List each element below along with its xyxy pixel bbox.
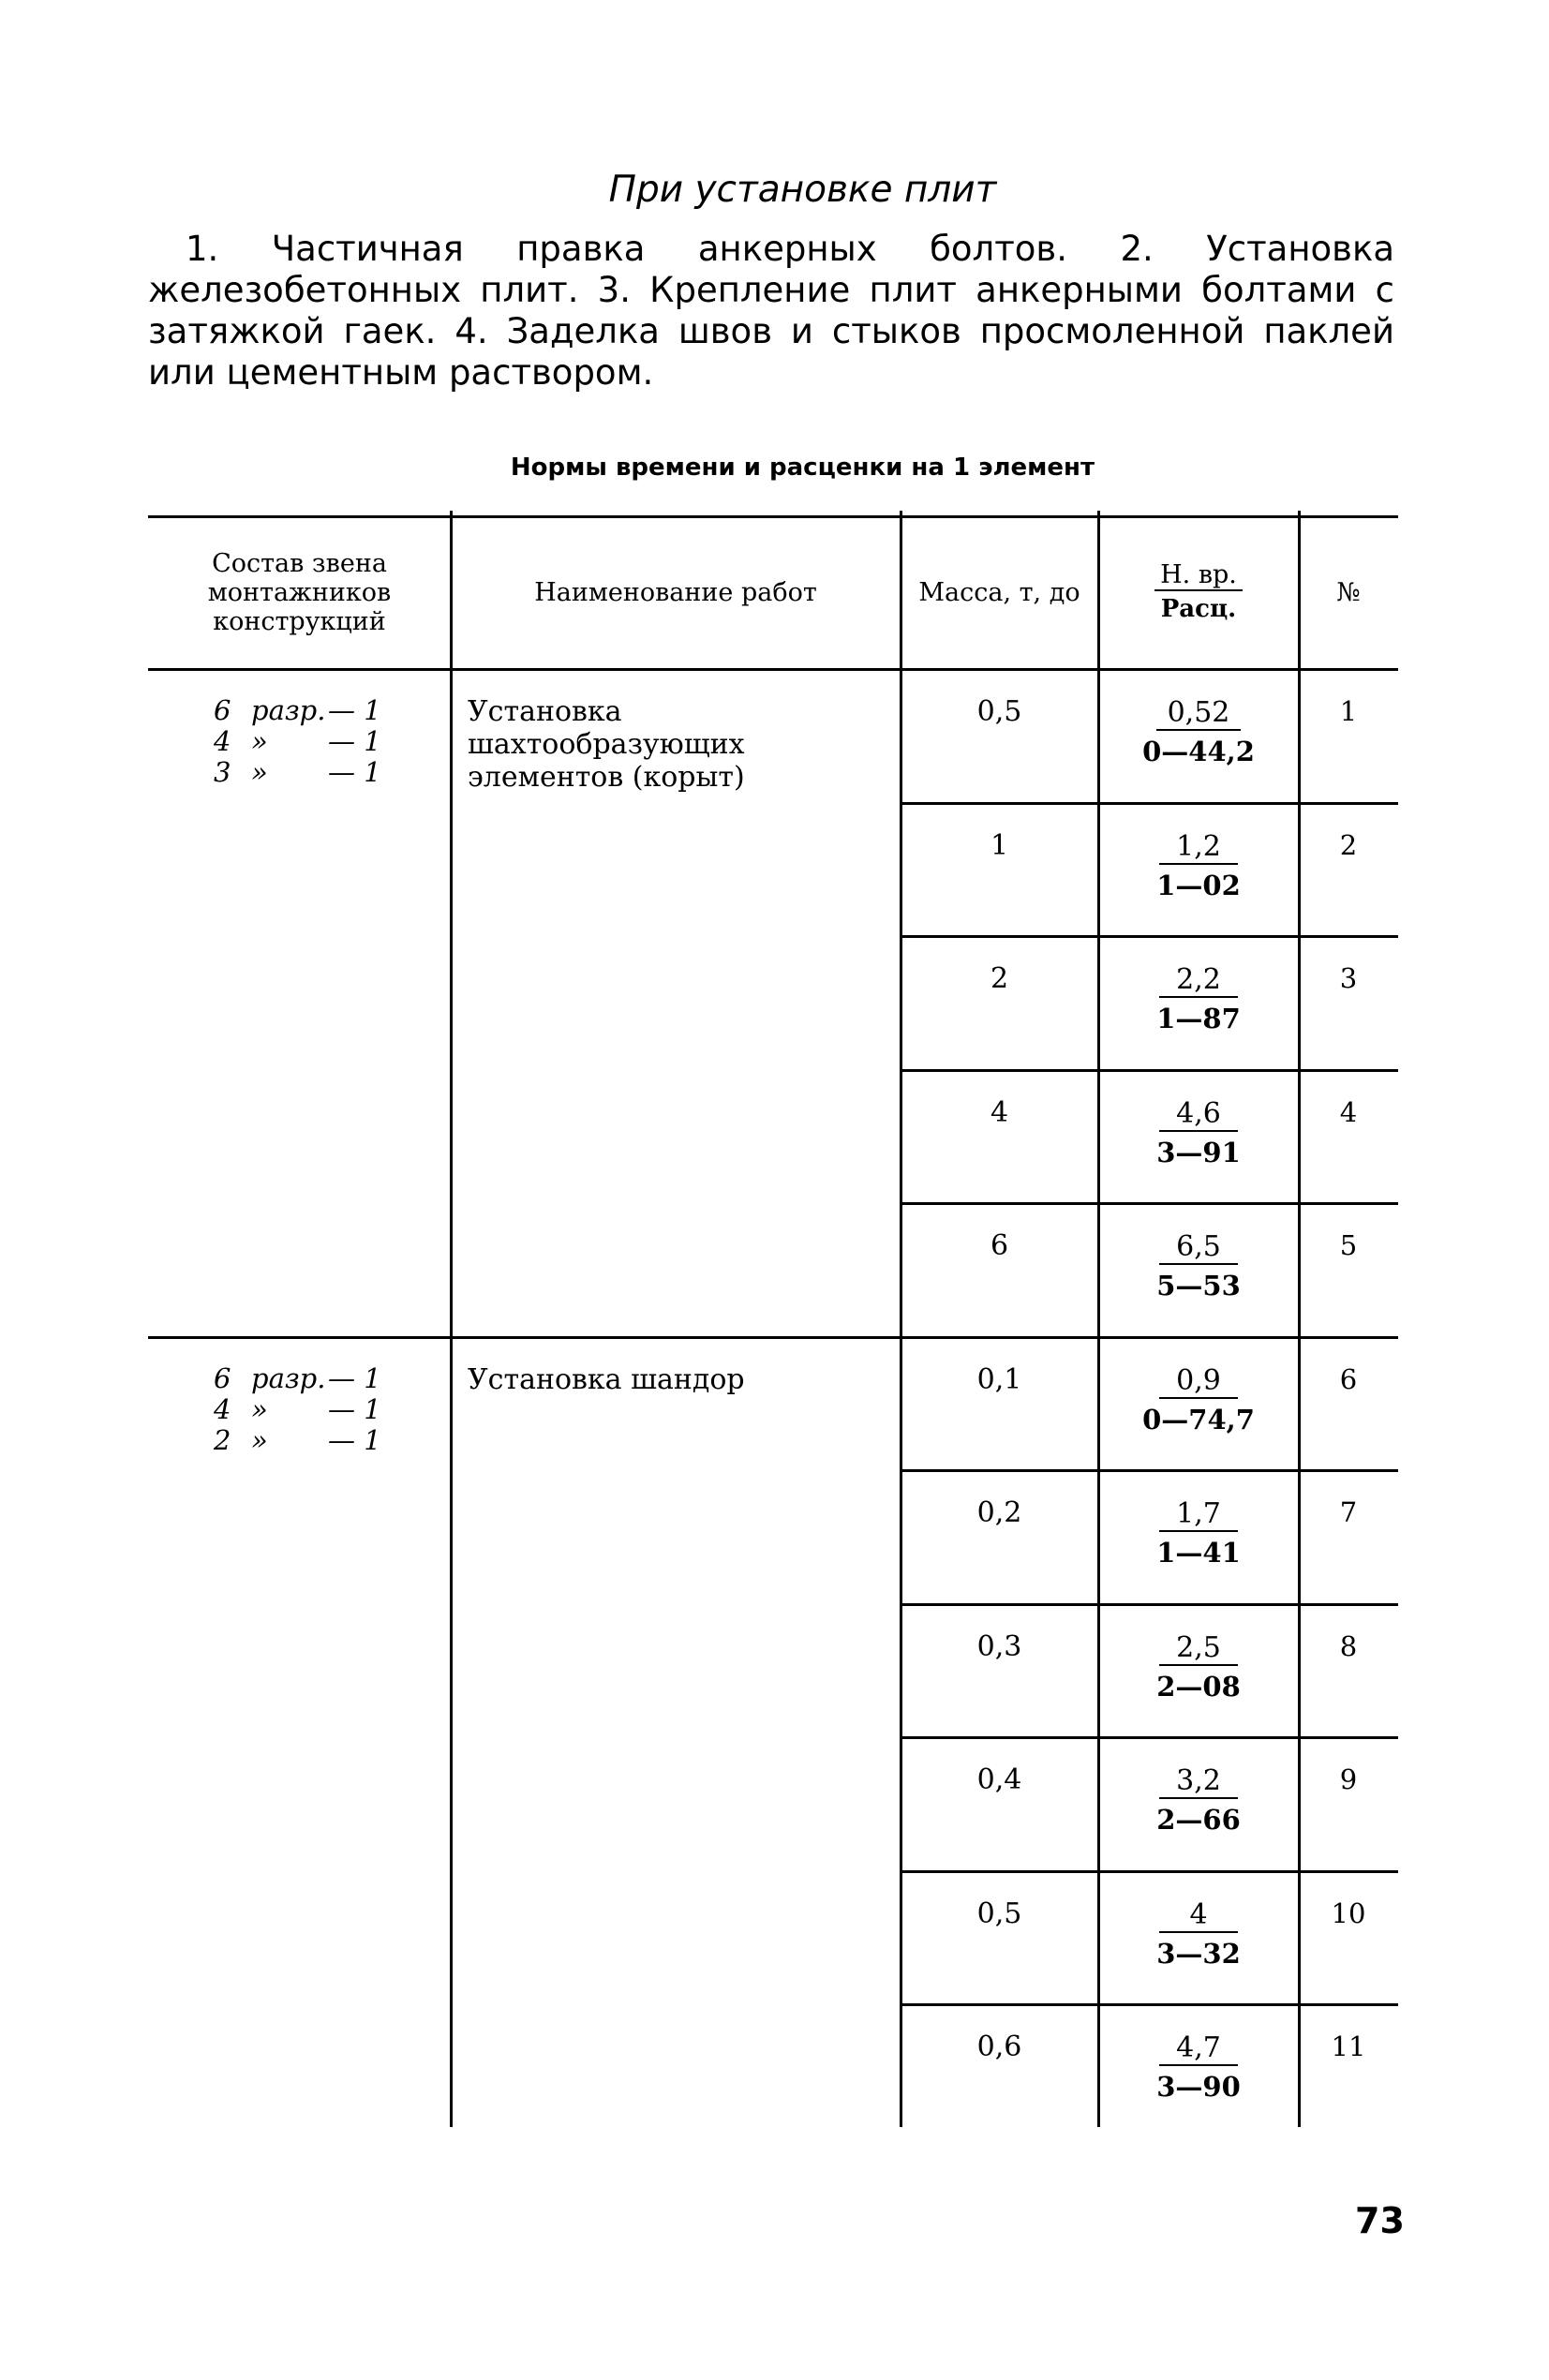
norm-rate-fraction	[1098, 1498, 1299, 1592]
row-number: 4	[1339, 1095, 1358, 1128]
crew-grade-label: разр.	[251, 1361, 326, 1394]
norm-time-value: 1,2	[1159, 831, 1238, 865]
crew-grade-label: »	[251, 725, 268, 757]
norm-time-value: 2,5	[1159, 1632, 1238, 1666]
row-separator-rule	[901, 1603, 1398, 1606]
row-separator-rule	[901, 1069, 1398, 1072]
rate-value: 3—91	[1156, 1136, 1241, 1168]
row-number: 1	[1339, 695, 1358, 727]
row-number: 10	[1331, 1897, 1366, 1929]
norm-rate-fraction	[1098, 1231, 1299, 1325]
crew-grade: 6	[214, 1361, 231, 1394]
crew-composition	[157, 695, 451, 1337]
header-norm-top: Н. вр.	[1154, 561, 1243, 591]
work-name: Установка шахтообразующих элементов (корыт)	[468, 695, 745, 794]
norm-rate-fraction	[1098, 831, 1299, 925]
norm-time-value: 1,7	[1159, 1498, 1238, 1532]
header-number	[1299, 516, 1398, 669]
header-norm-bottom: Расц.	[1160, 594, 1237, 623]
rate-value: 1—41	[1156, 1537, 1241, 1569]
row-number: 6	[1339, 1362, 1358, 1395]
crew-count: — 1	[328, 1361, 381, 1394]
crew-grade-label: »	[251, 756, 268, 788]
crew-grade-label: »	[251, 1423, 268, 1456]
mass-value: 6	[990, 1229, 1009, 1262]
crew-line	[214, 726, 451, 757]
rate-value: 3—90	[1156, 2071, 1241, 2103]
crew-line	[214, 1425, 451, 1456]
crew-grade: 6	[214, 694, 231, 726]
norm-rate-fraction	[1098, 2032, 1299, 2126]
intro-paragraph: 1. Частичная правка анкерных болтов. 2. Установка железобетонных плит. 3. Крепление плит анкерными болтами с затяжкой гаек. 4. Заделка швов и стыков просмоленной паклей или цементным раствором.	[148, 229, 1394, 393]
crew-grade: 2	[214, 1423, 231, 1456]
norm-time-value: 0,9	[1159, 1365, 1238, 1399]
row-number: 7	[1339, 1496, 1358, 1528]
column-rule-crew-work	[450, 511, 453, 2127]
norm-rate-fraction	[1098, 1632, 1299, 1726]
rate-value: 3—32	[1156, 1937, 1241, 1970]
header-mass	[901, 516, 1098, 669]
row-separator-rule	[901, 1870, 1398, 1873]
crew-count: — 1	[328, 756, 381, 788]
row-number: 2	[1339, 828, 1358, 861]
crew-count: — 1	[328, 1392, 381, 1425]
row-number: 8	[1339, 1629, 1358, 1662]
header-mass-label: Масса, т, до	[918, 578, 1080, 607]
crew-grade-label: »	[251, 1392, 268, 1425]
column-rule-mass-norm	[1097, 511, 1100, 2127]
mass-value: 0,5	[976, 695, 1022, 728]
crew-count: — 1	[328, 694, 381, 726]
header-norm	[1098, 516, 1299, 669]
row-separator-rule	[901, 1202, 1398, 1205]
mass-value: 0,6	[976, 2030, 1022, 2063]
rate-value: 0—44,2	[1142, 736, 1255, 767]
group-separator-rule	[148, 1336, 1398, 1339]
mass-value: 4	[990, 1095, 1009, 1129]
mass-value: 0,5	[976, 1897, 1022, 1930]
rate-value: 1—02	[1156, 869, 1241, 901]
column-rule-work-mass	[900, 511, 902, 2127]
norm-time-value: 4,7	[1159, 2032, 1238, 2066]
header-crew-line: монтажников	[207, 578, 392, 607]
crew-line	[214, 757, 451, 788]
header-work	[451, 516, 901, 669]
column-rule-norm-number	[1298, 511, 1301, 2127]
norm-rate-fraction	[1098, 1765, 1299, 1859]
row-number: 3	[1339, 962, 1358, 994]
header-crew	[148, 516, 451, 669]
row-number: 11	[1331, 2030, 1366, 2062]
norm-rate-fraction	[1098, 1098, 1299, 1192]
crew-grade: 4	[214, 1392, 231, 1425]
header-number-label: №	[1336, 578, 1361, 607]
header-crew-line: конструкций	[213, 607, 386, 636]
crew-grade-label: разр.	[251, 694, 326, 726]
crew-composition	[157, 1363, 451, 2138]
norm-rate-fraction	[1098, 697, 1299, 791]
row-separator-rule	[901, 802, 1398, 805]
norm-time-value: 2,2	[1159, 964, 1238, 998]
crew-line	[214, 1363, 451, 1394]
norm-time-value: 6,5	[1159, 1231, 1238, 1265]
header-bottom-rule	[148, 668, 1398, 671]
table-top-rule	[148, 515, 1398, 518]
mass-value: 0,4	[976, 1763, 1022, 1796]
page-number: 73	[1355, 2200, 1405, 2241]
rate-value: 0—74,7	[1142, 1403, 1255, 1435]
crew-line	[214, 695, 451, 726]
mass-value: 1	[990, 828, 1009, 862]
header-crew-line: Состав звена	[212, 549, 387, 578]
norm-time-value: 3,2	[1159, 1765, 1238, 1799]
norm-rate-fraction	[1098, 1365, 1299, 1459]
crew-grade: 3	[214, 756, 231, 788]
crew-grade: 4	[214, 725, 231, 757]
section-title: При установке плит	[608, 169, 997, 211]
row-separator-rule	[901, 935, 1398, 938]
mass-value: 0,2	[976, 1496, 1022, 1529]
norm-time-value: 4,6	[1159, 1098, 1238, 1132]
norm-rate-fraction	[1098, 1899, 1299, 1993]
mass-value: 2	[990, 962, 1009, 995]
norm-time-value: 0,52	[1156, 697, 1242, 731]
norm-rate-fraction	[1098, 964, 1299, 1058]
row-separator-rule	[901, 1469, 1398, 1472]
row-separator-rule	[901, 1736, 1398, 1739]
norm-time-value: 4	[1159, 1899, 1238, 1933]
row-separator-rule	[901, 2003, 1398, 2006]
rate-value: 2—08	[1156, 1670, 1241, 1703]
crew-count: — 1	[328, 1423, 381, 1456]
rate-value: 2—66	[1156, 1804, 1241, 1836]
work-name: Установка шандор	[468, 1362, 745, 1396]
rate-value: 5—53	[1156, 1270, 1241, 1302]
crew-line	[214, 1394, 451, 1425]
row-number: 5	[1339, 1229, 1358, 1261]
row-number: 9	[1339, 1763, 1358, 1795]
mass-value: 0,3	[976, 1629, 1022, 1663]
mass-value: 0,1	[976, 1362, 1022, 1396]
table-caption: Нормы времени и расценки на 1 элемент	[510, 454, 1095, 482]
crew-count: — 1	[328, 725, 381, 757]
header-work-label: Наименование работ	[534, 578, 817, 607]
rate-value: 1—87	[1156, 1003, 1241, 1034]
